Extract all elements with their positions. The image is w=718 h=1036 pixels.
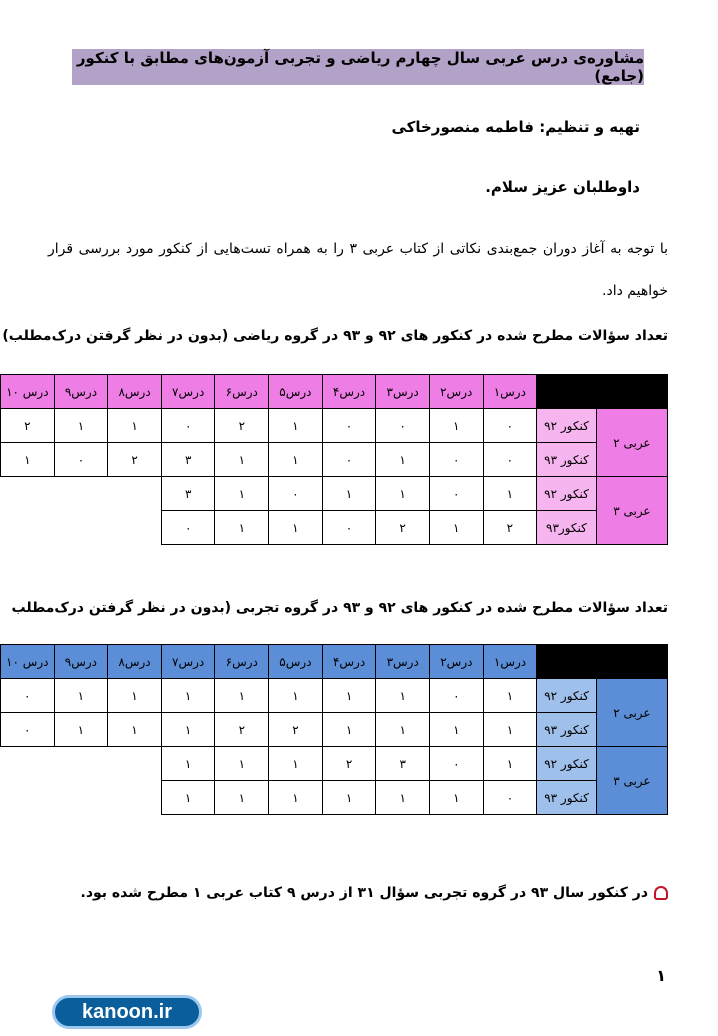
header-corner xyxy=(537,375,668,409)
column-header: درس۳ xyxy=(376,375,430,409)
table-row xyxy=(1,713,668,747)
bell-icon xyxy=(654,886,668,900)
table-cell: ۱ xyxy=(430,781,484,815)
kanoon-logo[interactable] xyxy=(52,995,202,1029)
exam-label: کنکور ۹۳ xyxy=(537,781,596,815)
intro-paragraph: با توجه به آغاز دوران جمع‌بندی نکاتی از کتاب عربی ۳ را به همراه تست‌هایی از کنکور مورد بررسی قرار خواهیم داد. xyxy=(48,241,669,299)
table-cell: ۳ xyxy=(376,747,430,781)
table-cell: ۱ xyxy=(483,477,537,511)
table-cell: ۱ xyxy=(215,477,269,511)
table-cell: ۰ xyxy=(322,511,376,545)
column-header: درس۹ xyxy=(54,645,108,679)
table-cell: ۲ xyxy=(483,511,537,545)
table-cell: ۰ xyxy=(161,409,215,443)
exam-label: کنکور ۹۲ xyxy=(537,679,596,713)
page-title xyxy=(72,49,644,85)
table-cell: ۰ xyxy=(376,409,430,443)
exam-label: کنکور ۹۲ xyxy=(537,409,597,443)
table-cell: ۱ xyxy=(215,443,269,477)
table-cell: ۰ xyxy=(483,443,537,477)
table-cell: ۱ xyxy=(161,679,215,713)
table-cell: ۱ xyxy=(376,713,430,747)
table-cell: ۱ xyxy=(483,713,537,747)
table-cell: ۲ xyxy=(108,443,162,477)
column-header: درس۶ xyxy=(215,645,269,679)
table-cell: ۱ xyxy=(376,477,430,511)
empty-cell xyxy=(1,477,55,511)
table-cell: ۱ xyxy=(269,511,323,545)
table-cell: ۲ xyxy=(376,511,430,545)
column-header: درس۳ xyxy=(376,645,430,679)
column-header: درس۷ xyxy=(161,645,215,679)
column-header: درس۹ xyxy=(54,375,108,409)
table-cell: ۱ xyxy=(430,713,484,747)
table-cell: ۱ xyxy=(161,781,215,815)
table-cell: ۰ xyxy=(322,443,376,477)
table1-caption: تعداد سؤالات مطرح شده در کنکور های ۹۲ و ۹۳ در گروه ریاضی (بدون در نظر گرفتن درک‌مطلب) xyxy=(2,328,668,344)
column-header: درس۱ xyxy=(483,375,537,409)
group-label: عربی ۳ xyxy=(596,477,667,545)
column-header: درس۶ xyxy=(215,375,269,409)
exam-label: کنکور ۹۳ xyxy=(537,713,596,747)
table-cell: ۰ xyxy=(269,477,323,511)
table-cell: ۳ xyxy=(161,443,215,477)
empty-cell xyxy=(54,477,108,511)
logo-text: kanoon.ir xyxy=(81,1000,172,1023)
math-group-table xyxy=(0,374,668,545)
exam-label: کنکور ۹۳ xyxy=(537,443,597,477)
table-cell: ۱ xyxy=(161,747,215,781)
table-cell: ۲ xyxy=(1,409,55,443)
column-header: درس۷ xyxy=(161,375,215,409)
table-cell: ۱ xyxy=(322,713,376,747)
table-row xyxy=(1,443,668,477)
table-cell: ۱ xyxy=(269,443,323,477)
column-header: درس۸ xyxy=(108,645,162,679)
table-cell: ۱ xyxy=(269,409,323,443)
group-label: عربی ۲ xyxy=(596,409,667,477)
column-header: درس۸ xyxy=(108,375,162,409)
table-cell: ۱ xyxy=(215,511,269,545)
empty-cell xyxy=(54,781,108,815)
page-number: ۱ xyxy=(656,966,666,985)
table-cell: ۱ xyxy=(215,781,269,815)
table-cell: ۱ xyxy=(322,679,376,713)
table-cell: ۱ xyxy=(108,679,162,713)
table-cell: ۳ xyxy=(161,477,215,511)
table-cell: ۱ xyxy=(269,679,323,713)
table-cell: ۱ xyxy=(429,511,483,545)
table-cell: ۱ xyxy=(483,747,537,781)
note-text: در کنکور سال ۹۳ در گروه تجربی سؤال ۳۱ از درس ۹ کتاب عربی ۱ مطرح شده بود. xyxy=(80,885,648,901)
page-title-text: مشاوره‌ی درس عربی سال چهارم ریاضی و تجربی آزمون‌های مطابق با کنکور (جامع) xyxy=(76,49,644,85)
table-cell: ۰ xyxy=(161,511,215,545)
table-cell: ۱ xyxy=(322,781,376,815)
table-cell: ۱ xyxy=(215,747,269,781)
table-cell: ۰ xyxy=(483,781,537,815)
table-cell: ۱ xyxy=(483,679,537,713)
column-header: درس ۱۰ xyxy=(1,645,55,679)
column-header: درس۵ xyxy=(269,645,323,679)
column-header: درس ۱۰ xyxy=(1,375,55,409)
table-cell: ۱ xyxy=(108,409,162,443)
column-header: درس۴ xyxy=(322,375,376,409)
table-cell: ۰ xyxy=(429,443,483,477)
table-cell: ۱ xyxy=(161,713,215,747)
table-cell: ۰ xyxy=(54,443,108,477)
table-cell: ۱ xyxy=(54,713,108,747)
table-row xyxy=(1,747,668,781)
table-cell: ۱ xyxy=(215,679,269,713)
table-cell: ۲ xyxy=(322,747,376,781)
table-cell: ۱ xyxy=(376,679,430,713)
table-cell: ۰ xyxy=(483,409,537,443)
table-cell: ۱ xyxy=(108,713,162,747)
table-cell: ۰ xyxy=(430,679,484,713)
table2-caption: تعداد سؤالات مطرح شده در کنکور های ۹۲ و ۹۳ در گروه تجربی (بدون در نظر گرفتن درک‌مطلب xyxy=(11,600,668,616)
empty-cell xyxy=(54,511,108,545)
column-header: درس۲ xyxy=(430,645,484,679)
table-cell: ۰ xyxy=(430,747,484,781)
table-cell: ۰ xyxy=(1,679,55,713)
table-cell: ۱ xyxy=(376,443,430,477)
empty-cell xyxy=(108,477,162,511)
table-cell: ۱ xyxy=(54,679,108,713)
note xyxy=(81,885,669,901)
table-cell: ۱ xyxy=(322,477,376,511)
table-row xyxy=(1,409,668,443)
table-cell: ۱ xyxy=(269,781,323,815)
group-label: عربی ۳ xyxy=(596,747,667,815)
empty-cell xyxy=(1,747,55,781)
table-cell: ۱ xyxy=(269,747,323,781)
table-row xyxy=(1,679,668,713)
group-label: عربی ۲ xyxy=(596,679,667,747)
column-header: درس۱ xyxy=(483,645,537,679)
empty-cell xyxy=(54,747,108,781)
author-line: تهیه و تنظیم: فاطمه منصورخاکی xyxy=(391,118,640,136)
table-row xyxy=(1,781,668,815)
empty-cell xyxy=(108,747,162,781)
exam-label: کنکور ۹۲ xyxy=(537,747,596,781)
column-header: درس۵ xyxy=(269,375,323,409)
table-cell: ۰ xyxy=(1,713,55,747)
table-cell: ۱ xyxy=(376,781,430,815)
greeting: داوطلبان عزیز سلام. xyxy=(485,178,640,196)
exam-label: کنکور ۹۲ xyxy=(537,477,597,511)
column-header: درس۲ xyxy=(429,375,483,409)
table-cell: ۲ xyxy=(269,713,323,747)
column-header: درس۴ xyxy=(322,645,376,679)
table-cell: ۲ xyxy=(215,713,269,747)
empty-cell xyxy=(1,511,55,545)
table-cell: ۱ xyxy=(54,409,108,443)
table-cell: ۰ xyxy=(429,477,483,511)
empty-cell xyxy=(108,511,162,545)
science-group-table xyxy=(0,644,668,815)
header-corner xyxy=(537,645,668,679)
table-row xyxy=(1,511,668,545)
empty-cell xyxy=(1,781,55,815)
table-row xyxy=(1,477,668,511)
table-cell: ۱ xyxy=(1,443,55,477)
empty-cell xyxy=(108,781,162,815)
table-cell: ۲ xyxy=(215,409,269,443)
exam-label: کنکور۹۳ xyxy=(537,511,597,545)
table-cell: ۰ xyxy=(322,409,376,443)
table-cell: ۱ xyxy=(429,409,483,443)
